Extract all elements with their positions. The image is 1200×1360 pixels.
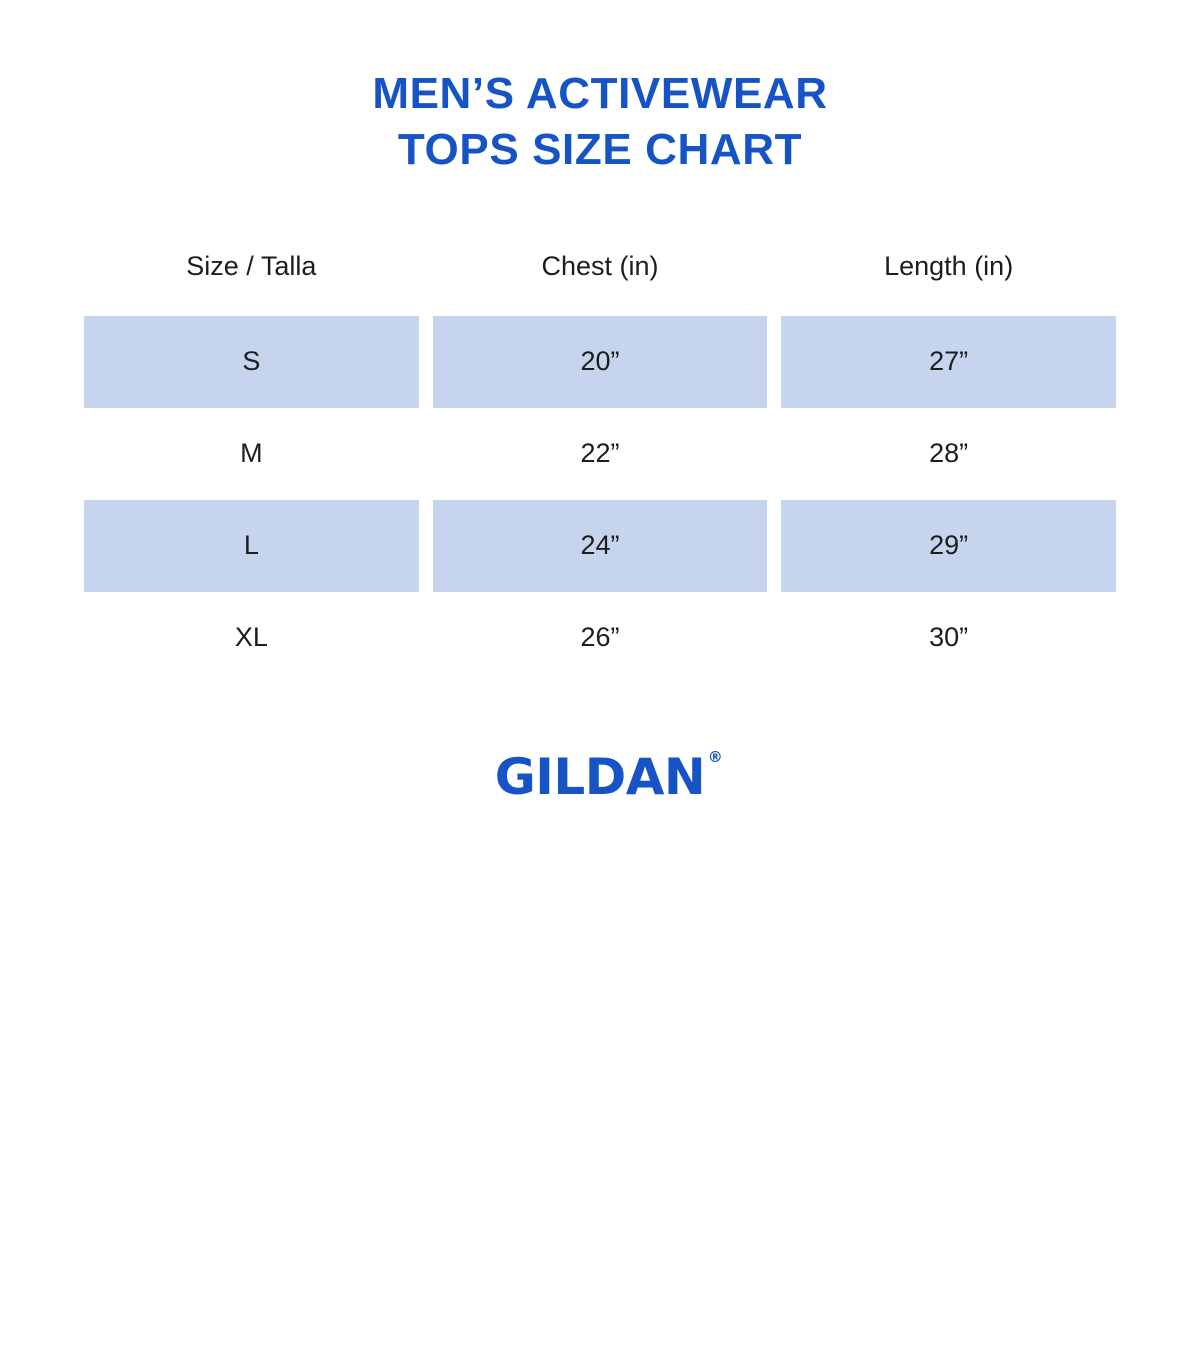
table-row: [84, 500, 1116, 592]
brand-wordmark: [494, 747, 723, 806]
registered-trademark-icon: ®: [707, 747, 723, 766]
brand-name: GILDAN: [494, 747, 706, 806]
cell-chest: 26”: [433, 592, 768, 684]
cell-length: 27”: [781, 316, 1116, 408]
table-row: [84, 316, 1116, 408]
table-header-row: [84, 251, 1116, 316]
table-row: [84, 408, 1116, 500]
size-chart-table: [70, 251, 1130, 684]
cell-size: S: [84, 316, 419, 408]
table-body: [84, 316, 1116, 684]
page-title-line-2: TOPS SIZE CHART: [397, 125, 803, 175]
page-title-line-1: MEN’S ACTIVEWEAR: [372, 69, 828, 118]
cell-length: 30”: [781, 592, 1116, 684]
column-header-length: Length (in): [884, 250, 1014, 281]
brand-logo: [0, 748, 1200, 806]
cell-chest: 22”: [433, 408, 768, 500]
cell-size: M: [84, 408, 419, 500]
cell-size: XL: [84, 592, 419, 684]
cell-length: 29”: [781, 500, 1116, 592]
column-header-chest: Chest (in): [541, 250, 659, 281]
cell-chest: 24”: [433, 500, 768, 592]
table-row: [84, 592, 1116, 684]
cell-chest: 20”: [433, 316, 768, 408]
cell-size: L: [84, 500, 419, 592]
cell-length: 28”: [781, 408, 1116, 500]
page-title: [0, 0, 1200, 179]
column-header-size: Size / Talla: [186, 250, 317, 281]
table-header: [84, 251, 1116, 316]
